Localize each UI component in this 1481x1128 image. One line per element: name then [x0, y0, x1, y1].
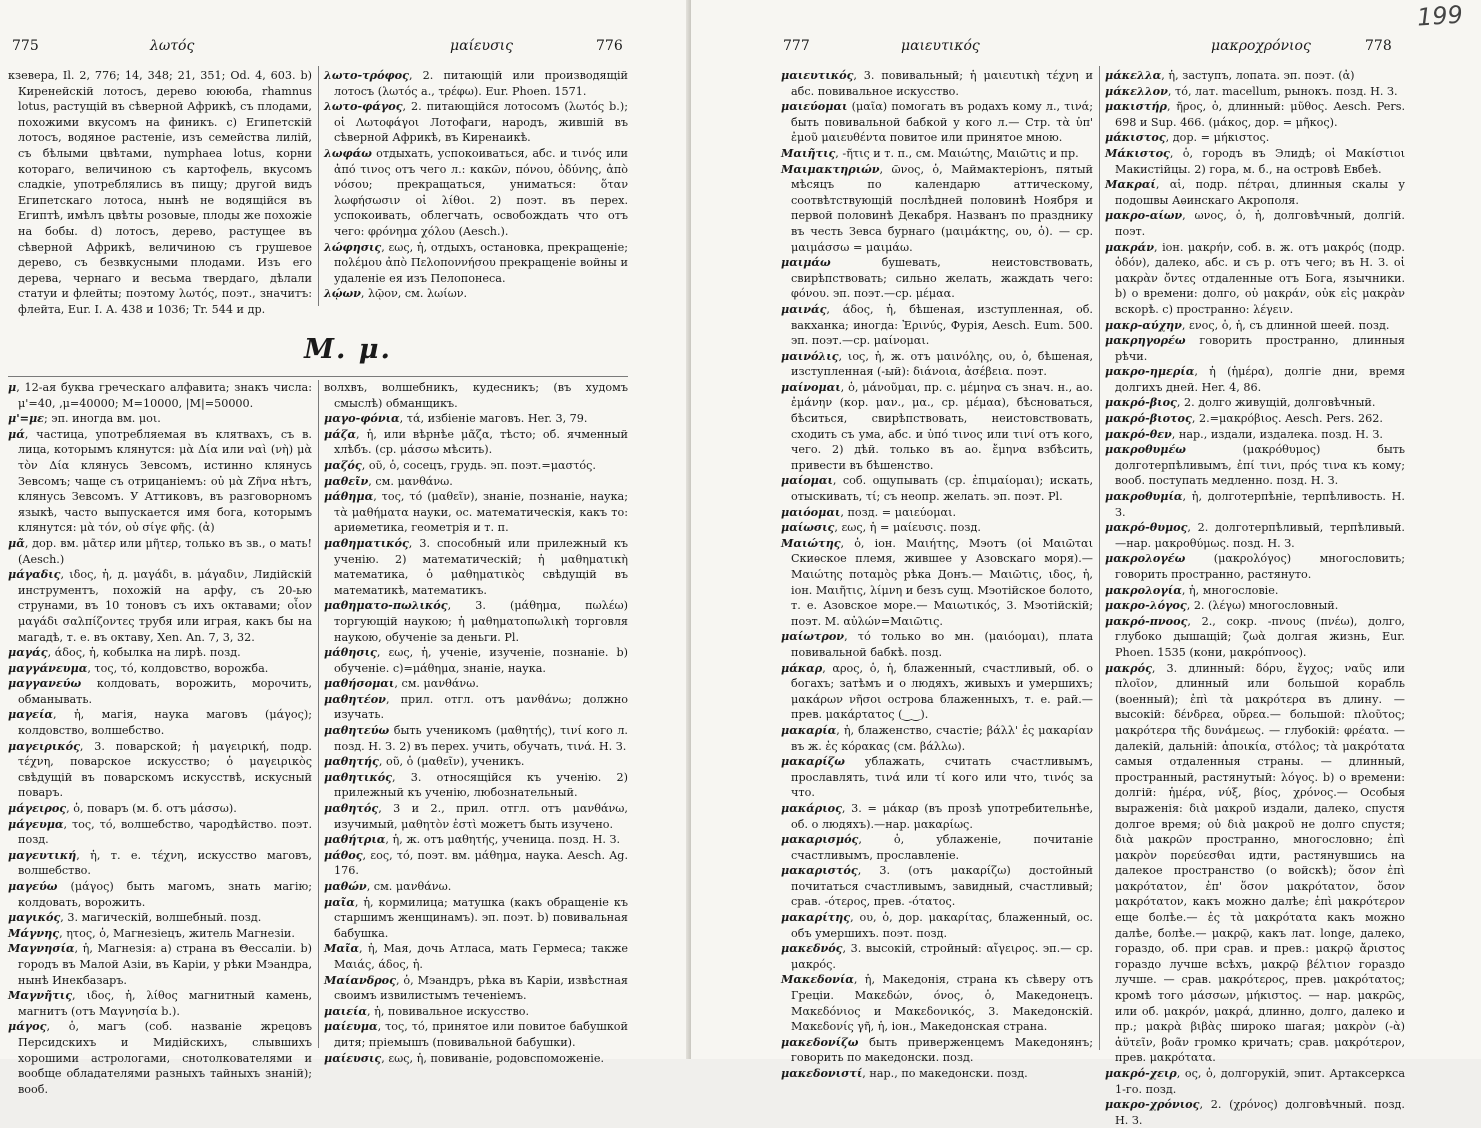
column-text [781, 68, 1093, 1080]
entry-headword: μακρο-αίων [1105, 208, 1183, 223]
entry-headword: μαθητός [324, 801, 379, 816]
running-headword: μακροχρόνιος [1211, 38, 1311, 54]
running-headword: λωτός [150, 38, 195, 54]
entry-headword: μαγγάνευμα [8, 660, 88, 675]
entry-headword: Μάκιστος [1105, 145, 1170, 160]
entry-headword: μακαρισμός [781, 832, 859, 847]
dictionary-entry: μακάριος, 3. = μάκαρ (въ прозѣ употребительнѣе, об. о людяхъ).—нар. μακαρίως. [781, 800, 1093, 831]
dictionary-entry: μαγγάνευμα, τος, τό, колдовство, ворожба. [8, 660, 269, 675]
entry-headword: λωτο-φάγος [324, 99, 403, 114]
entry-headword: μάθησις [324, 645, 377, 660]
dictionary-entry: μαινάς, άδος, ἡ, бѣшеная, изступленная, об. вакханка; иногда: Ἐρινύς, Фурія, Aesch. Eum. 500. эп. поэт.—ср. μαίνομαι. [781, 301, 1093, 348]
entry-headword: μακρό-χειρ [1105, 1066, 1177, 1080]
dictionary-entry: μακρό-πνοος, 2., сокр. -πνους (πνέω), долго, глубоко дышащій; ζωὰ долгая жизнь, Eur. Phoen. 1535 (кони, μακρόπνοος). [1105, 613, 1405, 659]
entry-headword: μαγικός [8, 910, 61, 925]
entry-headword: μαινόλις [781, 348, 839, 363]
entry-headword: μαίευσις [324, 1050, 382, 1065]
dictionary-entry: μακεδονιστί, нар., по македонски. позд. [781, 1066, 1028, 1080]
entry-headword: μαιεία [324, 1003, 368, 1018]
dictionary-entry: μαθητός, 3 и 2., прил. отгл. отъ μανθάνω, изучимый, μαθητὸν ἐστὶ можетъ быть изучено. [324, 801, 628, 831]
entry-headword: μαζός [324, 457, 362, 472]
entry-headword: μακεδονίζω [781, 1034, 859, 1049]
dictionary-entry: μαθεῖν, см. μανθάνω. [324, 473, 453, 488]
dictionary-entry: кзевера, Il. 2, 776; 14, 348; 21, 351; Od. 4, 603. b) Киренейскій лотосъ, дерево юююба, rhamnus lotus, растущій въ сѣверной Африкѣ, съ плодами, похожими вкусомъ на финикъ. c) Египетскій лотосъ, водяное растеніе, изъ семейства лилій, съ бѣлыми цвѣтами, nymphaea lotus, корни котораго, величиною съ картофель, вкусомъ сладкіе, употреблялись въ пищу; другой видъ Египетскаго лотоса, нынѣ не водящійся въ Египтѣ, имѣлъ цвѣты розовые, плоды же похожіе на бобы. d) лотосъ, дерево, растущее въ сѣверной Африкѣ, величиною съ грушевое дерево, съ безвкусными плодами. Изъ его дерева, чернаго и весьма твердаго, дѣлали статуи и флейты; поэтому λωτός, поэт., значитъ: флейта, Eur. I. A. 438 и 1036; Tr. 544 и др. [8, 69, 312, 316]
entry-headword: μαγεία [8, 707, 54, 722]
dictionary-entry: μακεδνός, 3. высокій, стройный: αἴγειρος. эп.— ср. μακρός. [781, 941, 1093, 971]
entry-headword: μάζα [324, 426, 357, 441]
page-number-778: 778 [1365, 38, 1392, 54]
dictionary-entry: μαθηματο-πωλικός, 3. (μάθημα, πωλέω) торгующій наукою; ἡ μαθηματοπωλικὴ торговля наукою, обученіе за деньги. Pl. [324, 598, 628, 644]
entry-headword: μαγειρικός [8, 738, 80, 753]
dictionary-entry: μᾶ, дор. вм. μᾶτερ или μῆτερ, только въ зв., о мать! (Aesch.) [8, 535, 312, 566]
dictionary-entry: μαγικός, 3. магическій, волшебный. позд. [8, 910, 262, 925]
section-rule [8, 376, 628, 377]
column-divider [1099, 66, 1100, 1050]
dictionary-entry: μαθηματικός, 3. способный или прилежный къ ученію. 2) математическій; ἡ μαθηματικὴ математика, ὁ μαθηματικὸς свѣдущій въ математикѣ, математикъ. [324, 535, 628, 597]
dictionary-entry: μακρό-χειρ, ος, ὁ, долгорукій, эпит. Артаксеркса 1-го. позд. [1105, 1066, 1405, 1096]
dictionary-entry: μακιστήρ, ῆρος, ὁ, длинный: μῦθος. Aesch. Pers. 698 и Sup. 466. (μάκος, дор. = μῆκος). [1105, 99, 1405, 129]
entry-headword: μάκελλον [1105, 83, 1168, 98]
dictionary-entry: μάκιστος, дор. = μήκιστος. [1105, 130, 1270, 145]
dictionary-entry: μάγαδις, ιδος, ἡ, д. μαγάδι, в. μάγαδιν, Лидійскій инструментъ, похожій на арфу, съ 20-ью струнами, въ 10 тоновъ съ ихъ октавами; οἶον μαγάδι σαλπίζοντες трубя или играя, какъ бы на магадѣ, т. е. въ октаву, Xen. An. 7, 3, 32. [8, 567, 312, 644]
page-number-777: 777 [783, 38, 810, 54]
dictionary-entry: μακρο-αίων, ωνος, ὁ, ἡ, долговѣчный, долгій. поэт. [1105, 208, 1405, 238]
entry-headword: μαιευτικός [781, 68, 854, 82]
handwritten-annotation: 199 [1416, 0, 1464, 32]
entry-headword: λώφησις [324, 239, 382, 254]
dictionary-entry: μακρο-ημερία, ἡ (ἡμέρα), долгіе дни, время долгихъ дней. Her. 4, 86. [1105, 364, 1405, 394]
entry-headword: μαιμάω [781, 255, 831, 270]
entry-headword: μακρηγορέω [1105, 333, 1186, 348]
dictionary-entry: μακρολογέω (μακρολόγος) многословить; говорить пространно, растянуто. [1105, 551, 1405, 581]
running-headword: μαίευσις [450, 38, 513, 54]
dictionary-entry: μαίωσις, εως, ἡ = μαίευσις. позд. [781, 520, 981, 535]
dictionary-entry: μά, частица, употребляемая въ клятвахъ, съ в. лица, которымъ клянутся: μὰ Δία или ναὶ (νὴ) μὰ τὸν Δία клянусь Зевсомъ, истинно клянусь Зевсомъ; чаще съ отрицаніемъ: οὐ μὰ Ζῆνα нѣтъ, клянусь Зевсомъ. У Аттиковъ, въ разговорномъ языкѣ, часто выпускается имя бога, которымъ клянутся: μὰ τόν, οὐ σίγε φῆς. (ἀ) [8, 426, 312, 535]
column-text [8, 380, 312, 1096]
dictionary-entry: Μαιμακτηριών, ῶνος, ὁ, Маймактеріонъ, пятый мѣсяцъ по календарю аттическому, соотвѣтствующій послѣдней половинѣ Ноября и первой половинѣ Декабря. Названъ по празднику въ честь Зевса бурнаго (μαιμάκτης, ου, ὁ). — ср. μαιμάσσω = μαιμάω. [781, 161, 1093, 254]
entry-headword: Μακεδονία [781, 972, 854, 987]
dictionary-entry: μακρο-λόγος, 2. (λέγω) многословный. [1105, 598, 1339, 613]
entry-headword: μαίευμα [324, 1019, 378, 1034]
dictionary-entry: Μαγνησία, ἡ, Магнезія: a) страна въ Θессаліи. b) городъ въ Малой Азіи, въ Каріи, у рѣки Мэандра, нынѣ Инекбазаръ. [8, 941, 312, 987]
dictionary-entry: μακρός, 3. длинный: δόρυ, ἔγχος; ναῦς или πλοῖον, длинный или большой корабль (военный); ἐπὶ τὰ μακρότερα въ длину. — высокій: δένδρεα, οὔρεα.— большой: πλοῦτος; μακρότερα τῆς δυνάμεως. — глубокій: φρέατα. — далекій, дальній: ἀποικία, στόλος; τὰ μακρότατα самыя отдаленныя страны. — длинный, пространный, растянутый: λόγος. b) о времени: долгій: ἡμέρα, νύξ, βίος, χρόνος.— Особыя выраженія: διὰ μακροῦ издали, далеко, спустя долгое время; οὐ διὰ μακροῦ не долго спустя; διὰ μακρῶν пространно, многословно; ἐπὶ μακρὸν πορεύεσθαι идти, растянувшись на далекое пространство (о войскѣ); ὅσον ἐπὶ μακρότατον, ἐπ' ὅσον μακρότατον, ὅσον μακρότατον, какъ можно далѣе; ἐπὶ μακρότερον еще болѣе.— ἐς τὰ μακρότατα какъ можно далѣе, болѣе.— μακρῷ, какъ лат. longe, далеко, гораздо, об. при срав. и прев.: μακρῷ ἄριστος гораздо лучше всѣхъ, μακρῷ βέλτιον гораздо лучше. — срав. μακρότερος, прев. μακρότατος; кромѣ того μάσσων, μήκιστος. — нар. μακρῶς, или об. μακρόν, μακρά, длинно, долго, далеко и пр.; μακρὰ βιβὰς широко шагая; μακρὸν (-ὰ) ἀϋτεῖν, βοᾶν громко кричать; срав. μακρότερον, прев. μακρότατα. [1105, 660, 1405, 1065]
dictionary-entry: Μαῖα, ἡ, Мая, дочь Атласа, мать Гермеса; также Μαιάς, άδος, ἡ. [324, 941, 628, 971]
dictionary-entry: μάγευμα, τος, τό, волшебство, чародѣйство. поэт. позд. [8, 816, 312, 847]
right-page [691, 0, 1481, 1127]
dictionary-entry: μαθητεύω быть ученикомъ (μαθητής), τινί кого л. позд. Н. З. 2) въ перех. учить, обучать, τινά. Н. З. [324, 723, 628, 753]
column-text [324, 380, 628, 1065]
dictionary-entry: μάκελλον, τό, лат. macellum, рынокъ. позд. Н. З. [1105, 83, 1398, 98]
entry-headword: Μαῖα [324, 941, 360, 956]
entry-headword: μακρό-βιος [1105, 395, 1177, 410]
dictionary-entry: μάκαρ, αρος, ὁ, ἡ, блаженный, счастливый, об. о богахъ; затѣмъ и о людяхъ, живыхъ и умершихъ; μακάρων νῆσοι острова блаженныхъ, т. е. рай.—прев. μακάρτατος (‿‿). [781, 660, 1093, 722]
entry-headword: μαθήτρια [324, 832, 386, 847]
letter-heading: M. μ. [304, 334, 392, 365]
entry-headword: μάκαρ [781, 660, 823, 675]
dictionary-entry: μακρο-χρόνιος, 2. (χρόνος) долговѣчный. позд. Н. З. [1105, 1097, 1405, 1127]
entry-headword: μακρ-αύχην [1105, 317, 1182, 332]
entry-headword: μακάριος [781, 800, 842, 815]
dictionary-entry: Μαίανδρος, ὁ, Мэандръ, рѣка въ Каріи, извѣстная своимъ извилистымъ теченіемъ. [324, 972, 628, 1003]
entry-headword: μαγευτική [8, 847, 77, 862]
dictionary-entry: μαγευτική, ἡ, т. е. τέχνη, искусство маговъ, волшебство. [8, 847, 312, 878]
dictionary-entry: μαιόομαι, позд. = μαιεύομαι. [781, 504, 957, 519]
dictionary-entry: μαγεία, ἡ, магія, наука маговъ (μάγος); колдовство, волшебство. [8, 707, 312, 738]
dictionary-entry: μακρ-αύχην, ενος, ὁ, ἡ, съ длинной шеей. позд. [1105, 317, 1390, 332]
column-text [1105, 68, 1405, 1127]
dictionary-entry: μαίνομαι, ὁ, μάνοῦμαι, пр. с. μέμηνα съ знач. н., ао. ἐμάνην (кор. μαν., μα., ср. μέμαα), бѣсноваться, бѣситься, свирѣпствовать, неистовствовать, сходить съ ума, абс. и ὑπό τινος или τινί отъ кого, чего. 2) дѣй. только въ ао. ἔμηνα взбѣсить, привести въ бѣшенство. [781, 379, 1093, 472]
entry-headword: μακροθυμέω [1105, 442, 1186, 457]
entry-headword: μαῖα [324, 894, 355, 909]
entry-headword: μαθηματικός [324, 535, 409, 550]
entry-headword: μαίωτρον [781, 629, 845, 644]
dictionary-entry: μακράν, іон. μακρήν, соб. в. ж. отъ μακρός (подр. ὁδόν), далеко, абс. и съ р. отъ чего; въ Н. З. οἱ μακρὰν ὄντες отдаленные отъ Бога, язычники. b) о времени: долго, οὐ μακράν, οὐκ εἰς μακρὰν вскорѣ. c) пространно: λέγειν. [1105, 239, 1405, 316]
dictionary-entry: μακρό-βιος, 2. долго живущій, долговѣчный. [1105, 395, 1376, 410]
dictionary-entry: μαθητικός, 3. относящійся къ ученію. 2) прилежный къ ученію, любознательный. [324, 769, 628, 800]
dictionary-entry: μακαρία, ἡ, блаженство, счастіе; βάλλ' ἐς μακαρίαν въ ж. ἐς κόρακας (см. βάλλω). [781, 722, 1093, 753]
entry-headword: Μάγνης [8, 925, 60, 940]
entry-headword: μαγγανεύω [8, 676, 82, 691]
dictionary-entry: μαιμάω бушевать, неистовствовать, свирѣпствовать; сильно желать, жаждать чего: φόνου. эп. поэт.—ср. μέμαα. [781, 255, 1093, 301]
dictionary-entry: μάθησις, εως, ἡ, ученіе, изученіе, познаніе. b) обученіе. c)=μάθημα, знаніе, наука. [324, 645, 628, 675]
entry-headword: μακαρίζω [781, 754, 845, 769]
dictionary-entry: μακεδονίζω быть приверженцемъ Македонянъ; говорить по македонски. позд. [781, 1034, 1093, 1065]
entry-headword: μά [8, 426, 25, 441]
entry-headword: μαθητικός [324, 769, 392, 784]
entry-headword: μάθος [324, 847, 363, 862]
dictionary-entry: μαζός, οῦ, ὁ, сосецъ, грудь. эп. поэт.=μαστός. [324, 457, 596, 472]
dictionary-entry: μαίευσις, εως, ἡ, повиваніе, родовспоможеніе. [324, 1050, 604, 1065]
entry-headword: μαθηματο-πωλικός [324, 598, 448, 613]
dictionary-entry: μαίωτρον, τό только во мн. (μαιόομαι), плата повивальной бабкѣ. позд. [781, 629, 1093, 659]
entry-headword: μακρό-θυμος [1105, 520, 1188, 535]
dictionary-entry: μαθήτρια, ἡ, ж. отъ μαθητής, ученица. позд. Н. З. [324, 832, 621, 847]
dictionary-entry: μακρό-βιοτος, 2.=μακρόβιος. Aesch. Pers. 262. [1105, 411, 1383, 426]
entry-headword: μακρολογέω [1105, 551, 1186, 566]
dictionary-entry: μακρολογία, ἡ, многословіе. [1105, 582, 1279, 597]
dictionary-entry: μάγος, ὁ, магъ (соб. названіе жрецовъ Персидскихъ и Мидійскихъ, слывшихъ хорошими астрологами, снотолкователями и вообще обладателями разныхъ тайныхъ знаній); вооб. [8, 1019, 312, 1096]
entry-headword: μακαρίτης [781, 910, 851, 925]
dictionary-entry: μάθος, εος, τό, поэт. вм. μάθημα, наука. Aesch. Ag. 176. [324, 847, 628, 878]
dictionary-entry: λωτο-φάγος, 2. питающійся лотосомъ (λωτός b.); οἱ Λωτοφάγοι Лотофаги, народъ, жившій въ сѣверной Африкѣ, въ Киренаикѣ. [324, 99, 628, 145]
dictionary-entry: μαγάς, άδος, ἡ, кобылка на лирѣ. позд. [8, 645, 241, 660]
dictionary-entry: μακρό-θεν, нар., издали, издалека. позд. Н. З. [1105, 426, 1383, 441]
entry-headword: μαίνομαι [781, 379, 841, 394]
dictionary-entry: μαίομαι, соб. ощупывать (ср. ἐπιμαίομαι); искать, отыскивать, τί; съ неопр. желать. эп. поэт. Pl. [781, 473, 1093, 504]
entry-headword: μακρό-πνοος [1105, 613, 1188, 628]
entry-headword: μ [8, 380, 17, 394]
dictionary-entry: λωφάω отдыхать, успокоиваться, абс. и τινός или ἀπό τινος отъ чего л.: κακῶν, πόνου, ὀδύνης, ἀπὸ νόσου; прекращаться, униматься: ὅταν λωφήσωσιν οἱ λίθοι. 2) поэт. въ перех. успокоивать, облегчать, освобождать что отъ чего: φρόνημα χόλου (Aesch.). [324, 145, 628, 238]
entry-headword: μάγειρος [8, 801, 67, 816]
dictionary-entry: μακρηγορέω говорить пространно, длинныя рѣчи. [1105, 333, 1405, 363]
entry-headword: Μαγνῆτις [8, 988, 73, 1003]
dictionary-entry: λωτο-τρόφος, 2. питающій или производящій лотосъ (λωτός а., τρέφω). Eur. Phoen. 1571. [324, 68, 628, 98]
left-page-header [0, 38, 690, 62]
entry-headword: μαγεύω [8, 879, 58, 893]
dictionary-entry: μαθήσομαι, см. μανθάνω. [324, 676, 479, 691]
dictionary-entry: μαίευμα, τος, τό, принятое или повитое бабушкой дитя; пріемышъ (повивальной бабушки). [324, 1019, 628, 1049]
entry-headword: μακρο-λόγος [1105, 598, 1187, 613]
entry-headword: μαίομαι [781, 473, 833, 488]
entry-headword: μακρό-θεν [1105, 426, 1172, 441]
entry-headword: μακαριστός [781, 863, 858, 878]
entry-headword: μακαρία [781, 722, 837, 737]
entry-headword: μακιστήρ [1105, 99, 1167, 114]
entry-headword: λῴων [324, 286, 361, 301]
entry-headword: μαίωσις [781, 520, 835, 535]
entry-headword: μάκιστος [1105, 130, 1166, 145]
dictionary-entry: μαθητής, οῦ, ὁ (μαθεῖν), ученикъ. [324, 754, 525, 769]
left-page [0, 0, 691, 1096]
dictionary-entry: Μαιῆτις, -ῆτις и т. п., см. Μαιώτης, Μαιῶτις и пр. [781, 145, 1079, 160]
column-divider [318, 66, 319, 306]
page-number-775: 775 [12, 38, 39, 54]
entry-headword: μακρολογία [1105, 582, 1182, 597]
entry-headword: Μαγνησία [8, 941, 75, 956]
entry-headword: μάκελλα [1105, 68, 1162, 82]
running-headword: μαιευτικός [901, 38, 980, 54]
dictionary-entry: Μάγνης, ητος, ὁ, Магнезіецъ, житель Магнезіи. [8, 925, 295, 940]
dictionary-entry: μάζα, ἡ, или вѣрнѣе μᾶζα, тѣсто; об. ячменный хлѣбъ. (ср. μάσσω мѣсить). [324, 426, 628, 457]
entry-headword: μᾶ [8, 535, 25, 550]
entry-headword: μαθητής [324, 754, 379, 769]
entry-headword: λωφάω [324, 145, 372, 160]
entry-headword: μαιεύομαι [781, 99, 848, 114]
dictionary-entry: μαγειρικός, 3. поварской; ἡ μαγειρική, подр. τέχνη, поварское искусство; ὁ μαγειρικὸς свѣдущій въ поварскомъ искусствѣ, искусный поваръ. [8, 738, 312, 800]
entry-headword: μάγευμα [8, 816, 64, 831]
right-page-header [691, 38, 1481, 62]
entry-headword: μακράν [1105, 239, 1154, 254]
dictionary-entry: μαῖα, ἡ, кормилица; матушка (какъ обращеніе къ старшимъ женщинамъ). эп. поэт. b) повивальная бабушка. [324, 894, 628, 940]
dictionary-entry: Μακραί, αἱ, подр. πέτραι, длинныя скалы у подошвы Аѳинскаго Акрополя. [1105, 177, 1405, 207]
entry-headword: μαιόομαι [781, 504, 841, 519]
dictionary-entry: μαγγανεύω колдовать, ворожить, морочить, обманывать. [8, 676, 312, 706]
dictionary-entry: μακρό-θυμος, 2. долготерпѣливый, терпѣливый.—нар. μακροθύμως. позд. Н. З. [1105, 520, 1405, 550]
dictionary-entry: μ'=με; эп. иногда вм. μοι. [8, 411, 161, 426]
dictionary-entry: μάθημα, τος, τό (μαθεῖν), знаніе, познаніе, наука; τὰ μαθήματα науки, ос. математическія, какъ то: ариѳметика, геометрія и т. п. [324, 489, 628, 535]
dictionary-entry: μακαρισμός, ὁ, ублаженіе, почитаніе счастливымъ, прославленіе. [781, 832, 1093, 862]
dictionary-entry: μαγο-φόνια, τά, избіеніе маговъ. Her. 3, 79. [324, 411, 588, 426]
entry-headword: Μαιώτης [781, 535, 841, 550]
entry-headword: μαινάς [781, 301, 827, 316]
column-divider [318, 380, 319, 1048]
dictionary-entry: μαθών, см. μανθάνω. [324, 879, 452, 893]
entry-headword: Μακραί [1105, 177, 1156, 192]
entry-headword: μαγάς [8, 645, 48, 660]
dictionary-entry: Μαγνῆτις, ιδος, ἡ, λίθος магнитный камень, магнитъ (отъ Μαγνησία b.). [8, 988, 312, 1018]
entry-headword: μαθεῖν [324, 473, 369, 488]
dictionary-entry: μαιεία, ἡ, повивальное искусство. [324, 1003, 530, 1018]
dictionary-entry: Μαιώτης, ὁ, іон. Μαιήτης, Мэотъ (οἱ Μαιῶται Скиѳское племя, жившее у Азовскаго моря).— Μαιώτης ποταμὸς рѣка Донъ.— Μαιῶτις, ιδος, ἡ, іон. Μαιῆτις, λίμνη и безъ сущ. Мэотійское болото, т. е. Азовское море.— Μαιωτικός, 3. Мэотійскій; поэт. Μ. αὐλών=Μαιῶτις. [781, 535, 1093, 628]
entry-headword: μαθητεύω [324, 723, 390, 738]
entry-headword: μ'=με [8, 411, 44, 426]
entry-headword: λωτο-τρόφος [324, 68, 409, 82]
dictionary-entry: μακροθυμία, ἡ, долготерпѣніе, терпѣливость. Н. З. [1105, 489, 1405, 519]
entry-headword: μαθήσομαι [324, 676, 395, 691]
dictionary-entry: μαινόλις, ιος, ἡ, ж. отъ μαινόλης, ου, ὁ, бѣшеная, изступленная (-ый): διάνοια, ἀσέβεια. поэт. [781, 348, 1093, 379]
dictionary-entry: λώφησις, εως, ἡ, отдыхъ, остановка, прекращеніе; πολέμου ἀπὸ Πελοποννήσου прекращеніе войны и удаленіе ея изъ Пелопонеса. [324, 239, 628, 285]
dictionary-entry: μακαρίζω ублажать, считать счастливымъ, прославлять, τινά или τί кого или что, τινός за что. [781, 754, 1093, 800]
entry-headword: μάγαδις [8, 567, 61, 582]
dictionary-entry: μαθητέον, прил. отгл. отъ μανθάνω; должно изучать. [324, 691, 628, 722]
entry-headword: Μαιῆτις [781, 145, 836, 160]
page-number-776: 776 [596, 38, 623, 54]
entry-headword: μάγος [8, 1019, 47, 1034]
entry-headword: μακρό-βιοτος [1105, 411, 1192, 426]
entry-headword: μαθών [324, 879, 367, 893]
dictionary-entry: μαγεύω (μάγος) быть магомъ, знать магію; колдовать, ворожить. [8, 879, 312, 909]
dictionary-entry: μάγειρος, ὁ, поваръ (м. б. отъ μάσσω). [8, 801, 237, 816]
dictionary-entry: λῴων, λῷον, см. λωίων. [324, 286, 468, 301]
dictionary-entry: волхвъ, волшебникъ, кудесникъ; (въ худомъ смыслѣ) обманщикъ. [324, 381, 628, 410]
entry-headword: μαθητέον [324, 691, 386, 706]
entry-headword: μακεδνός [781, 941, 843, 956]
dictionary-entry: μαιεύομαι (μαῖα) помогать въ родахъ кому л., τινά; быть повивальной бабкой у кого л.— Стр. τὰ ὑπ' ἐμοῦ μαιευθέντα повитое или принятое мною. [781, 99, 1093, 145]
entry-headword: μακρο-ημερία [1105, 364, 1195, 379]
dictionary-entry: Μακεδονία, ἡ, Македонія, страна къ сѣверу отъ Греціи. Μακεδών, όνος, ὁ, Македонецъ. Μακεδόνιος и Μακεδονικός, 3. Македонскій. Μακεδονίς γῆ, ἡ, іон., Македонская страна. [781, 972, 1093, 1034]
dictionary-entry: μακαριστός, 3. (отъ μακαρίζω) достойный почитаться счастливымъ, завидный, счастливый; срав. -ότερος, прев. -ότατος. [781, 863, 1093, 909]
column-text [8, 68, 312, 316]
entry-headword: Μαιμακτηριών [781, 161, 880, 176]
dictionary-entry: μάκελλα, ἡ, заступъ, лопата. эп. поэт. (ἀ) [1105, 68, 1355, 82]
entry-headword: μακεδονιστί [781, 1066, 863, 1080]
dictionary-entry: μακροθυμέω (μακρόθυμος) быть долготерпѣливымъ, ἐπί τινι, πρός τινα къ кому; вооб. поступать медленно. позд. Н. З. [1105, 442, 1405, 488]
entry-headword: μακροθυμία [1105, 489, 1183, 504]
entry-headword: μάθημα [324, 489, 374, 504]
entry-headword: μακρός [1105, 660, 1152, 675]
column-text [324, 68, 628, 304]
dictionary-entry: μ, 12-ая буква греческаго алфавита; знакъ числа: μ'=40, ‚μ=40000; M=10000, |M|=50000. [8, 380, 312, 410]
dictionary-entry: μαιευτικός, 3. повивальный; ἡ μαιευτικὴ τέχνη и абс. повивальное искусство. [781, 68, 1093, 98]
entry-headword: μαγο-φόνια [324, 411, 400, 426]
dictionary-entry: μακαρίτης, ου, ὁ, дор. μακαρίτας, блаженный, ос. объ умершихъ. поэт. позд. [781, 910, 1093, 940]
entry-headword: Μαίανδρος [324, 972, 396, 987]
entry-headword: μακρο-χρόνιος [1105, 1097, 1200, 1112]
dictionary-entry: Μάκιστος, ὁ, городъ въ Элидѣ; οἱ Μακίστιοι Макистійцы. 2) гора, м. б., на островѣ Евбеѣ. [1105, 145, 1405, 176]
